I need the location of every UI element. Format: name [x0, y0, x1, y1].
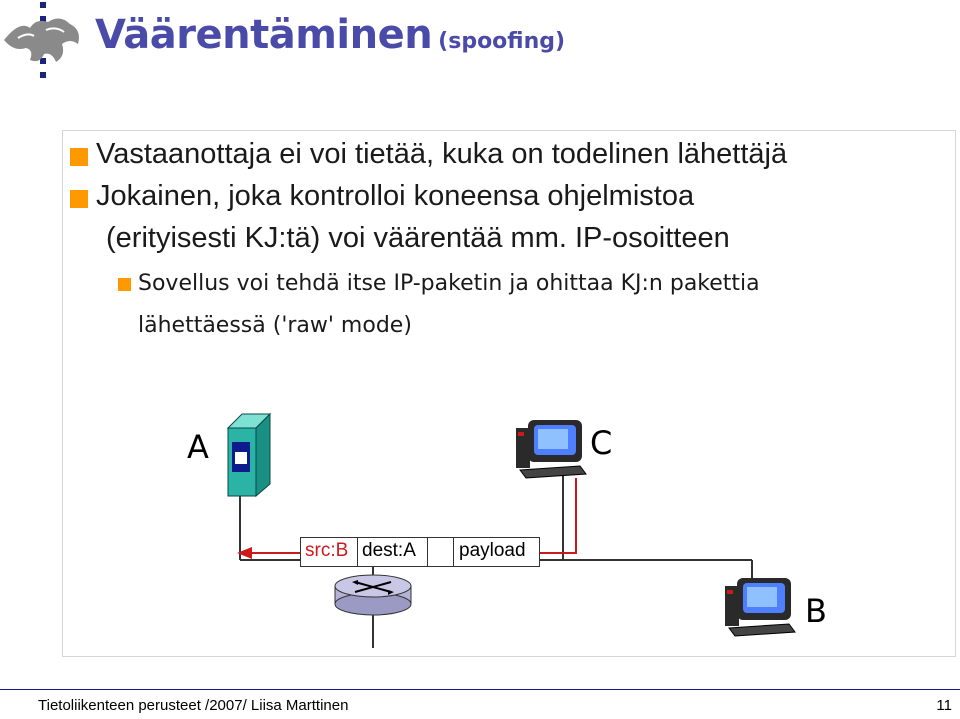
title-main: Väärentäminen: [95, 12, 433, 58]
packet-dest: dest:A: [362, 540, 416, 561]
footer-course: Tietoliikenteen perusteet /2007/ Liisa Marttinen: [38, 697, 349, 714]
footer-rule: [0, 689, 960, 690]
node-c-label: C: [590, 424, 613, 462]
page-number: 11: [936, 697, 952, 714]
sub-bullet-line-1: Sovellus voi tehdä itse IP-paketin ja ohittaa KJ:n pakettia: [138, 271, 760, 296]
router-icon: [335, 575, 411, 615]
ip-packet: [300, 537, 540, 567]
bullet-2-continued: (erityisesti KJ:tä) voi väärentää mm. IP-osoitteen: [106, 222, 730, 254]
computer-b-icon: [725, 578, 795, 636]
sub-bullet-line-2: lähettäessä ('raw' mode): [138, 313, 412, 338]
server-a-icon: [228, 414, 270, 496]
packet-payload: payload: [459, 540, 526, 561]
node-b-label: B: [805, 592, 827, 630]
title-subtitle: (spoofing): [438, 29, 566, 54]
computer-c-icon: [516, 420, 586, 478]
packet-src: src:B: [305, 540, 349, 561]
bullet-2: Jokainen, joka kontrolloi koneensa ohjelmistoa: [96, 180, 695, 212]
node-a-label: A: [187, 428, 209, 466]
bullet-1: Vastaanottaja ei voi tietää, kuka on todelinen lähettäjä: [96, 138, 788, 170]
